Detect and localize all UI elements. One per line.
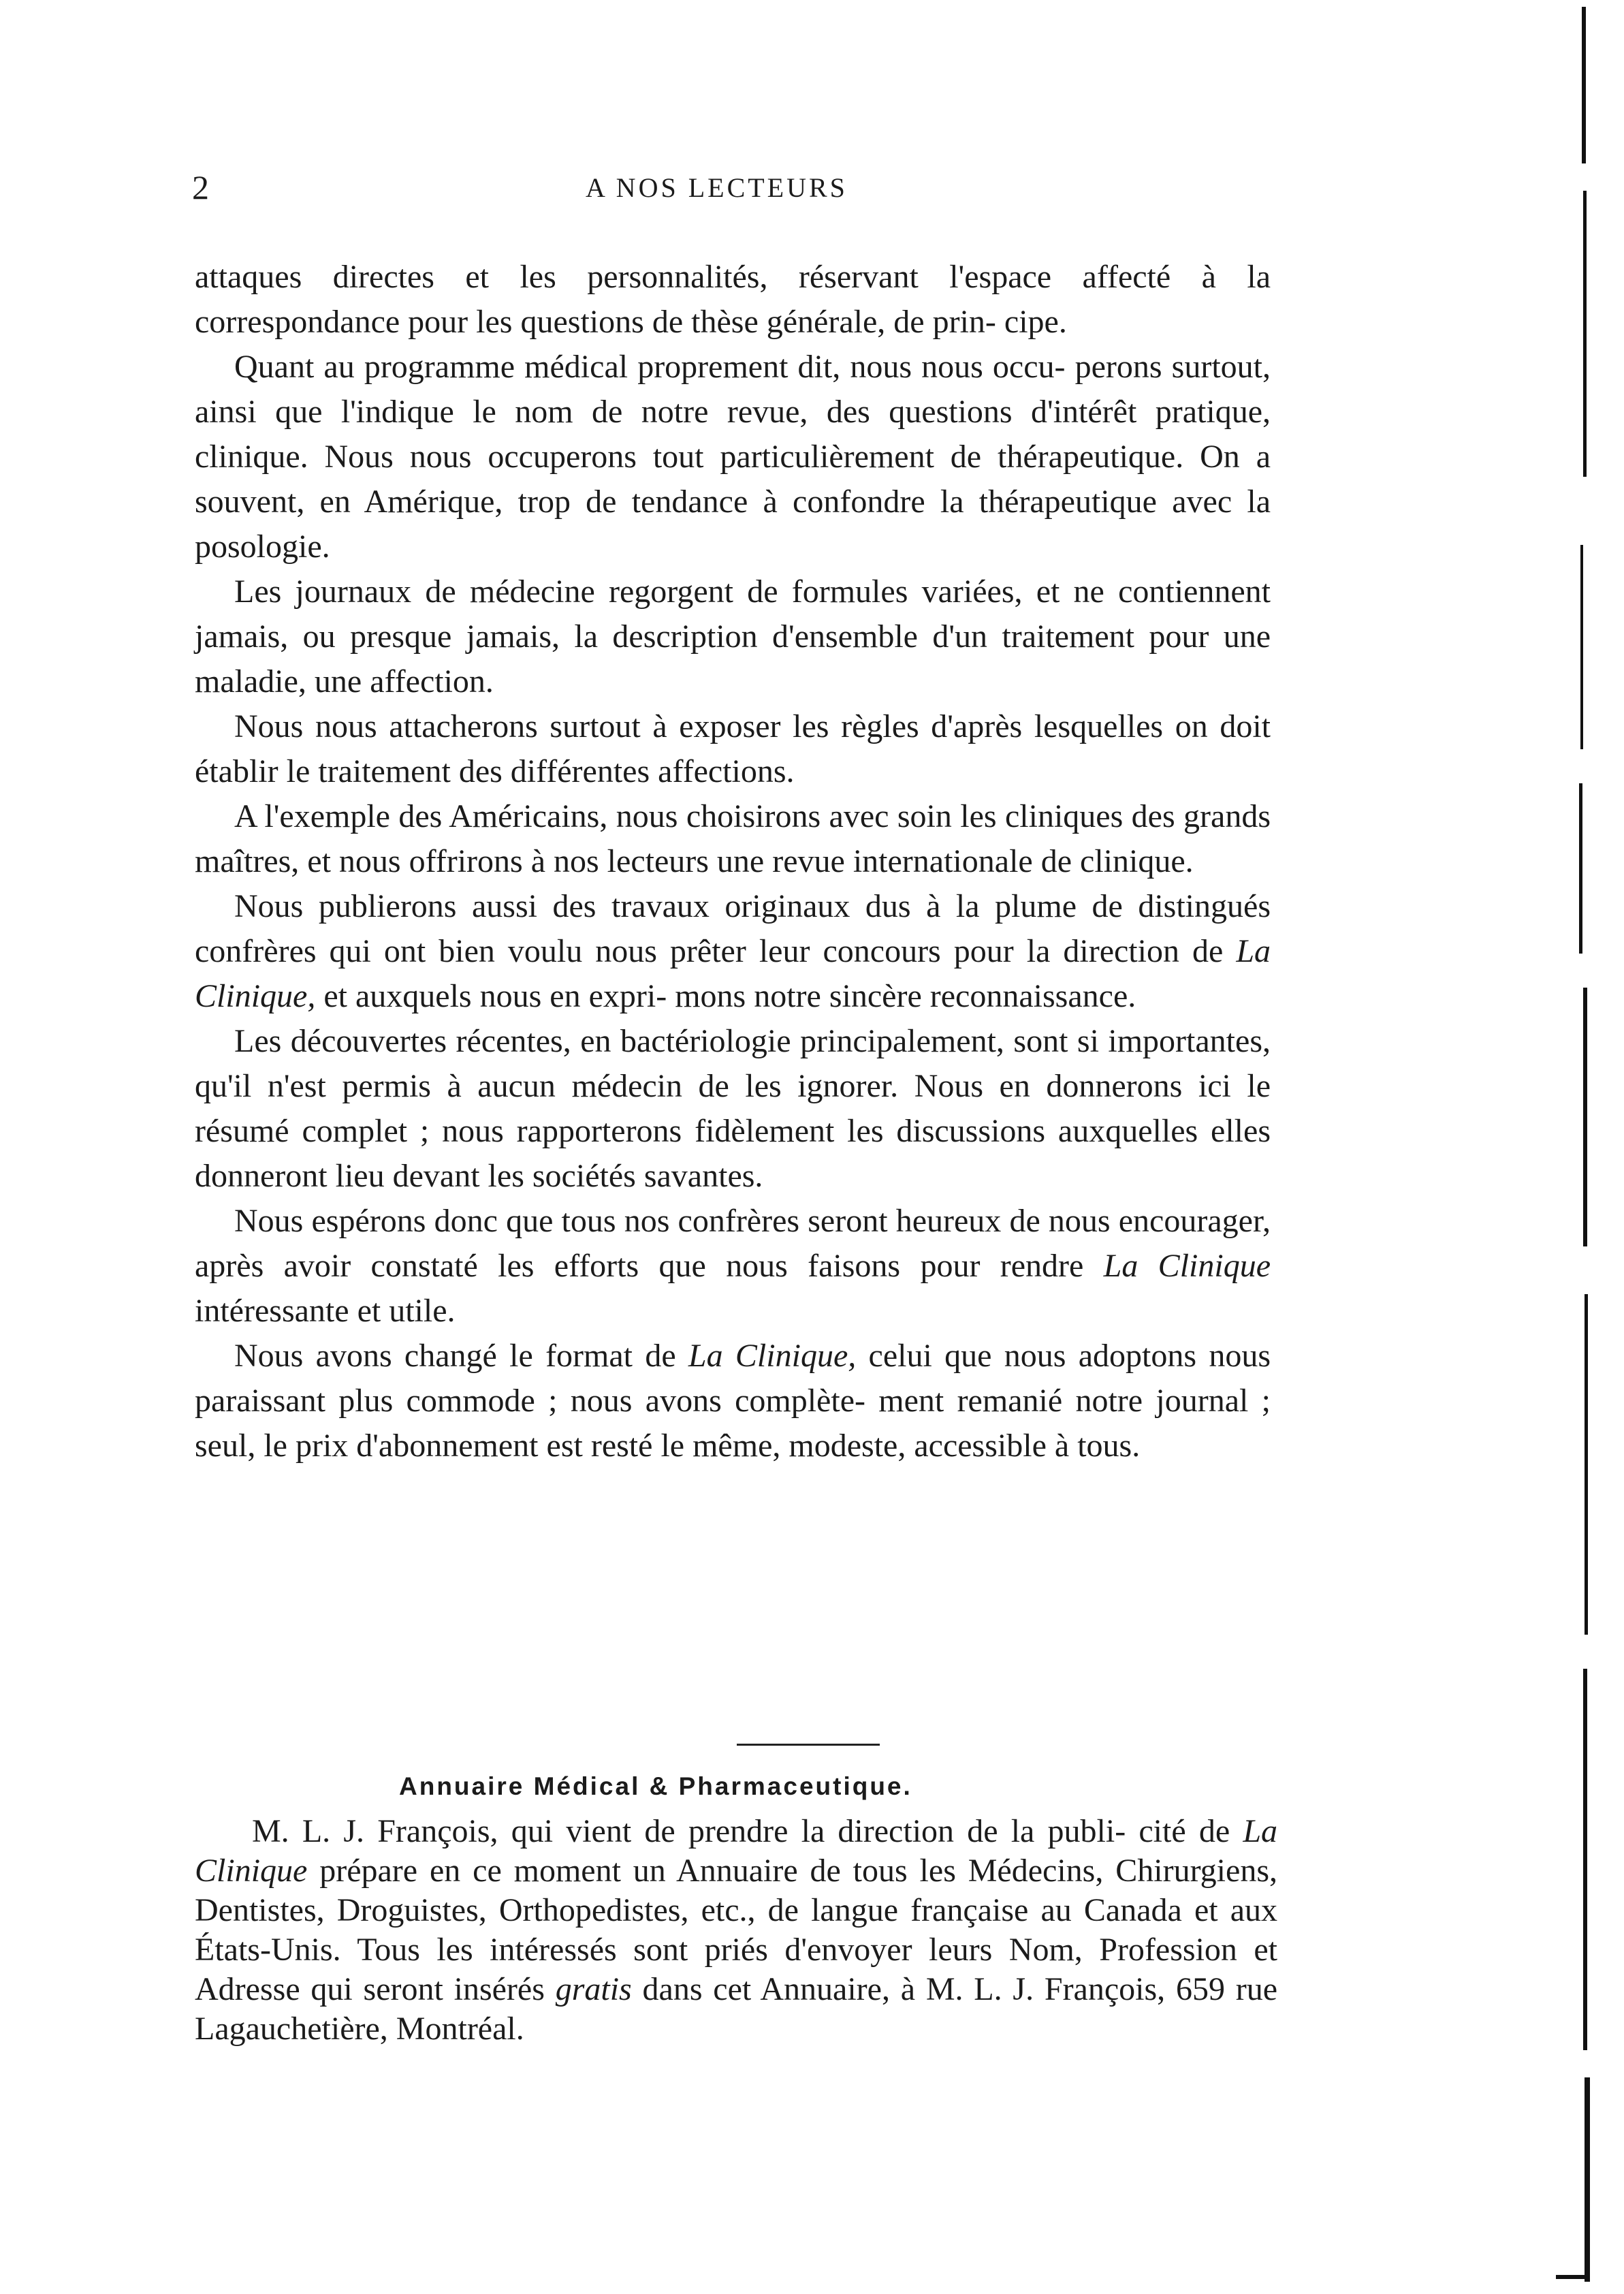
paragraph-6-text-a: Nous publierons aussi des travaux originaux dus à la plume de distingués confrères qui ont bien voulu nous prêter leur concours pour la direction de bbox=[195, 888, 1271, 969]
paragraph-2: Quant au programme médical proprement dit, nous nous occu- perons surtout, ainsi que l'indique le nom de notre revue, des questions d'intérêt pratique, clinique. Nous nous occuperons tout particulièrement de thérapeutique. On a souvent, en Amérique, trop de tendance à confondre la thérapeutique avec la posologie. bbox=[195, 349, 1271, 565]
paragraph-1: attaques directes et les personnalités, réservant l'espace affecté à la correspondance pour les questions de thèse générale, de prin- cipe. bbox=[195, 259, 1271, 340]
paragraph-6 bbox=[195, 884, 1271, 1019]
notice-text-c: dans cet Annuaire, à M. L. J. François, 659 rue Lagauchetière, Montréal. bbox=[195, 1971, 1278, 2047]
journal-title: La Clinique bbox=[1103, 1248, 1271, 1284]
paragraph-9-text-b: celui que nous adoptons nous paraissant plus commode ; nous avons complète- ment remanié notre journal ; seul, le prix d'abonnement est resté le même, modeste, accessible à tous. bbox=[195, 1338, 1271, 1464]
article-body bbox=[195, 255, 1271, 1468]
paragraph-4: Nous nous attacherons surtout à exposer les règles d'après lesquelles on doit établir le traitement des différentes affections. bbox=[195, 708, 1271, 789]
notice-text-b: prépare en ce moment un Annuaire de tous les Médecins, Chirurgiens, Dentistes, Droguistes, Orthopedistes, etc., de langue française au Canada et aux États-Unis. Tous les intéressés sont priés d'envoyer leurs Nom, Profession et Adresse qui seront insérés bbox=[195, 1853, 1278, 2007]
paragraph-3: Les journaux de médecine regorgent de formules variées, et ne contiennent jamais, ou presque jamais, la description d'ensemble d'un traitement pour une maladie, une affection. bbox=[195, 574, 1271, 700]
notice-body bbox=[195, 1812, 1277, 2049]
paragraph-9 bbox=[195, 1334, 1271, 1468]
running-title: A NOS LECTEURS bbox=[586, 172, 848, 203]
paragraph-8-text-b: intéressante et utile. bbox=[195, 1293, 456, 1329]
paragraph-9-text-a: Nous avons changé le format de bbox=[234, 1338, 676, 1374]
gratis-word: gratis bbox=[555, 1971, 632, 2007]
notice-text-a: M. L. J. François, qui vient de prendre la direction de la publi- cité de bbox=[252, 1813, 1230, 1849]
binding-edge-shadow bbox=[1549, 0, 1624, 2294]
journal-title: La Clinique, bbox=[195, 933, 1271, 1014]
section-divider bbox=[737, 1744, 880, 1746]
journal-title: La Clinique, bbox=[688, 1338, 857, 1374]
notice-heading: Annuaire Médical & Pharmaceutique. bbox=[399, 1772, 912, 1800]
paragraph-8-text-a: Nous espérons donc que tous nos confrères seront heureux de nous encourager, après avoir constaté les efforts que nous faisons pour rendre bbox=[195, 1203, 1271, 1284]
paragraph-8 bbox=[195, 1199, 1271, 1334]
paragraph-6-text-b: et auxquels nous en expri- mons notre sincère reconnaissance. bbox=[323, 978, 1136, 1014]
page-number: 2 bbox=[192, 168, 209, 206]
notice-paragraph bbox=[195, 1812, 1277, 2049]
paragraph-5: A l'exemple des Américains, nous choisirons avec soin les cliniques des grands maîtres, et nous offrirons à nos lecteurs une revue internationale de clinique. bbox=[195, 798, 1271, 879]
journal-title: La Clinique bbox=[195, 1813, 1278, 1889]
paragraph-7: Les découvertes récentes, en bactériologie principalement, sont si importantes, qu'il n'est permis à aucun médecin de les ignorer. Nous en donnerons ici le résumé complet ; nous rapporterons fidèlement les discussions auxquelles elles donneront lieu devant les sociétés savantes. bbox=[195, 1023, 1271, 1194]
